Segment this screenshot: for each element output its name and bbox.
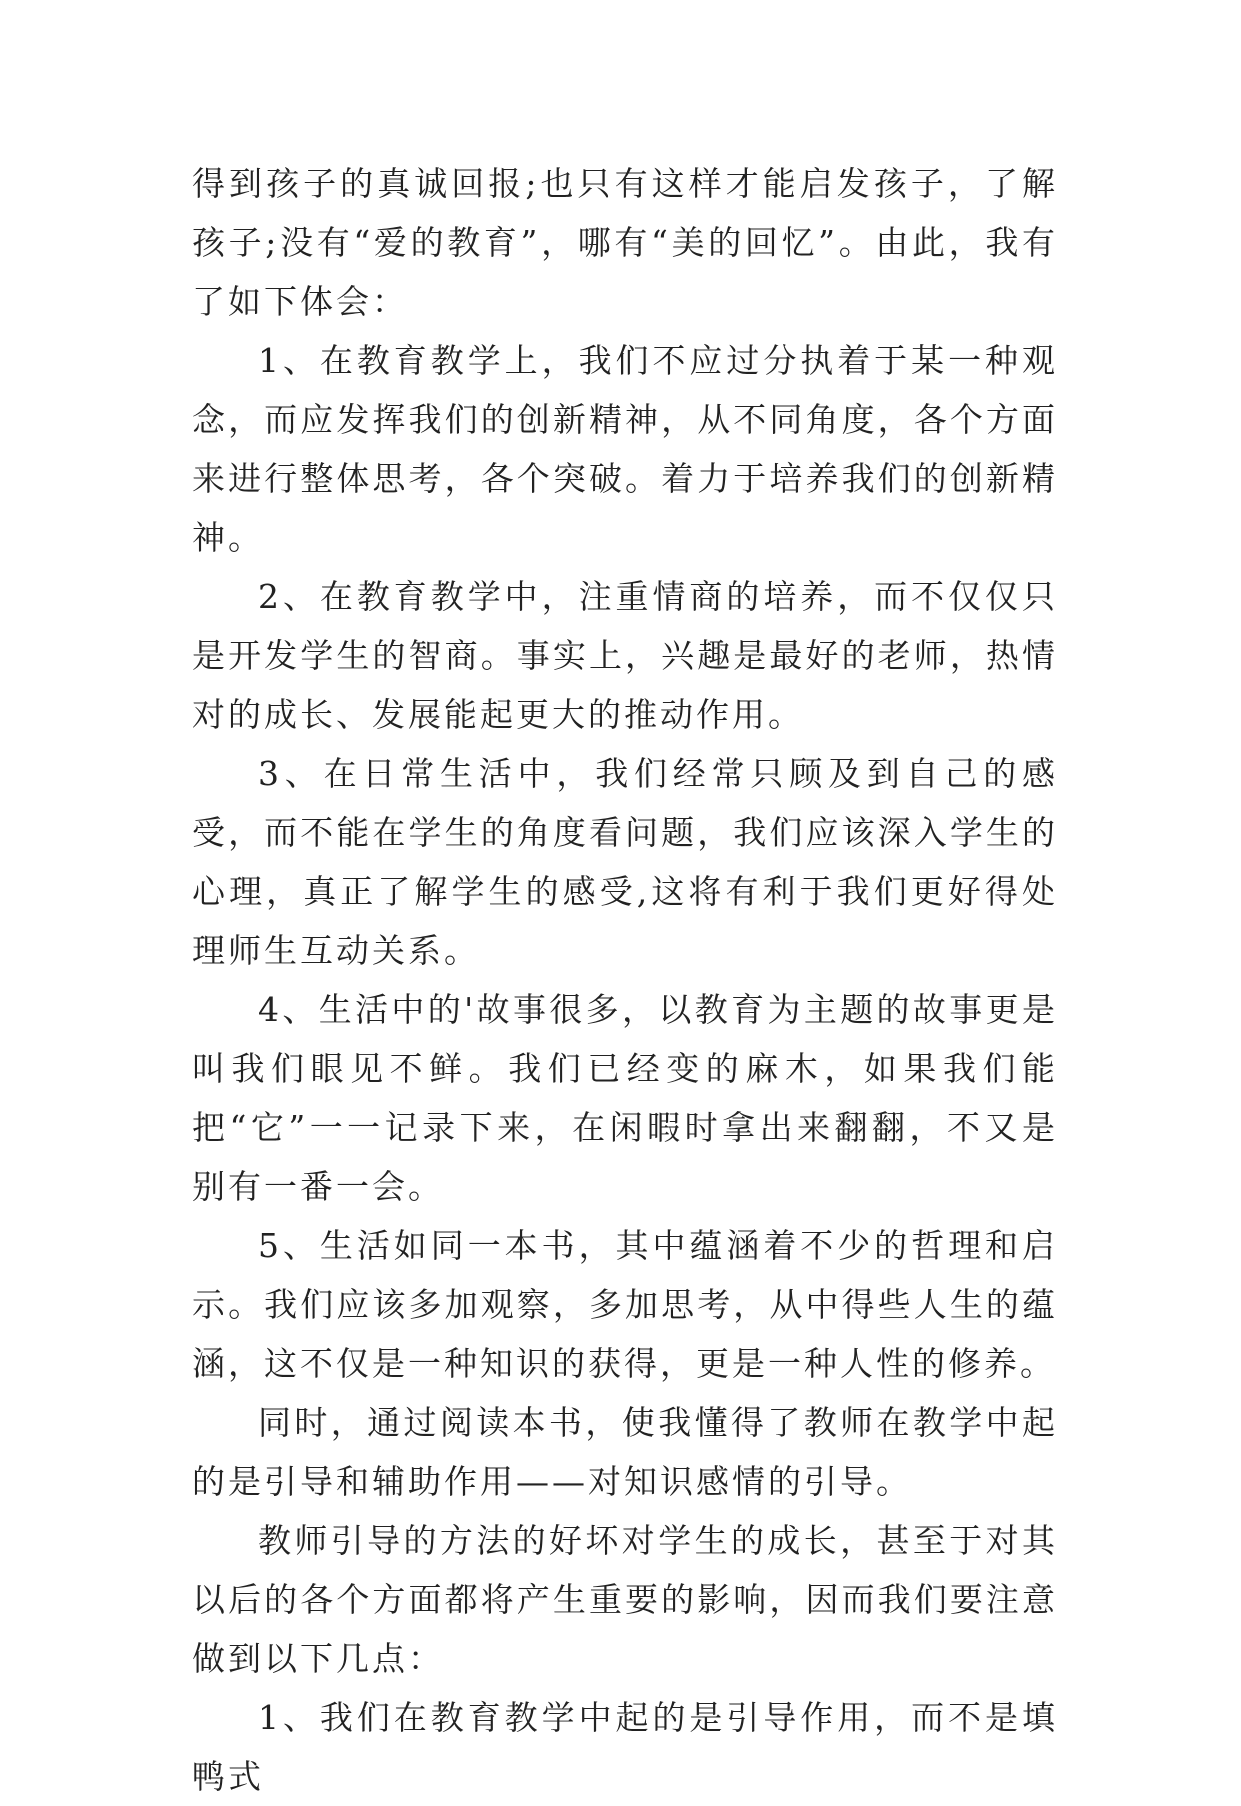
paragraph-point-5: 5、生活如同一本书，其中蕴涵着不少的哲理和启示。我们应该多加观察，多加思考，从中得些人生的蕴涵，这不仅是一种知识的获得，更是一种人性的修养。 [192, 1226, 1058, 1383]
paragraph-point-4: 4、生活中的'故事很多，以教育为主题的故事更是叫我们眼见不鲜。我们已经变的麻木，如果我们能把“它”一一记录下来，在闲暇时拿出来翻翻，不又是别有一番一会。 [192, 990, 1058, 1206]
document-body [192, 154, 1058, 1806]
paragraph-point-2: 2、在教育教学中，注重情商的培养，而不仅仅只是开发学生的智商。事实上，兴趣是最好的老师，热情对的成长、发展能起更大的推动作用。 [192, 577, 1058, 734]
paragraph-guidance-intro: 教师引导的方法的好坏对学生的成长，甚至于对其以后的各个方面都将产生重要的影响，因而我们要注意做到以下几点： [192, 1521, 1058, 1678]
paragraph-reading-insight: 同时，通过阅读本书，使我懂得了教师在教学中起的是引导和辅助作用——对知识感情的引导。 [192, 1403, 1058, 1501]
paragraph-point-1: 1、在教育教学上，我们不应过分执着于某一种观念，而应发挥我们的创新精神，从不同角度，各个方面来进行整体思考，各个突破。着力于培养我们的创新精神。 [192, 341, 1058, 557]
paragraph-guidance-point-1: 1、我们在教育教学中起的是引导作用，而不是填鸭式 [192, 1698, 1058, 1796]
paragraph-point-3: 3、在日常生活中，我们经常只顾及到自己的感受，而不能在学生的角度看问题，我们应该深入学生的心理，真正了解学生的感受,这将有利于我们更好得处理师生互动关系。 [192, 754, 1058, 970]
paragraph-intro: 得到孩子的真诚回报;也只有这样才能启发孩子，了解孩子;没有“爱的教育”，哪有“美的回忆”。由此，我有了如下体会： [192, 164, 1058, 321]
